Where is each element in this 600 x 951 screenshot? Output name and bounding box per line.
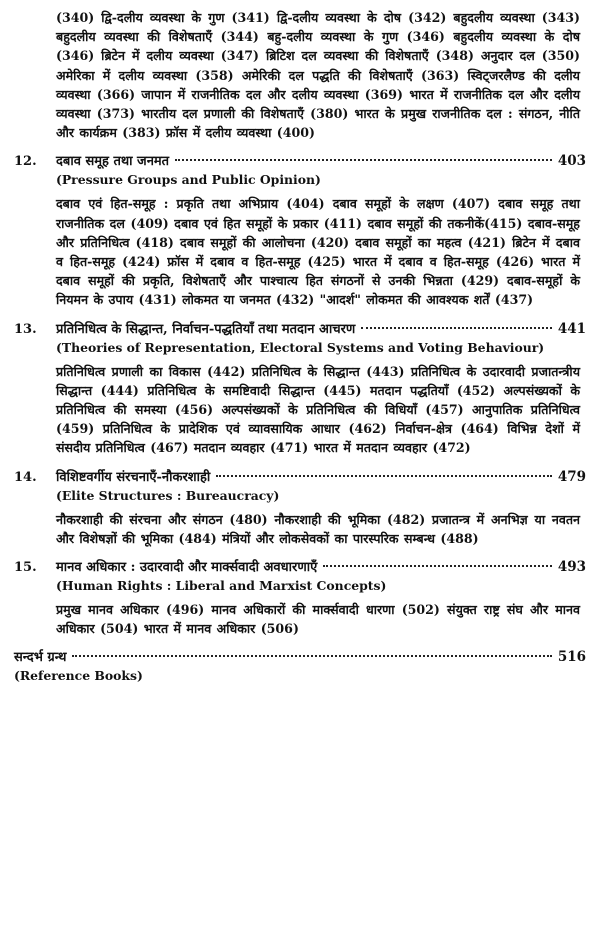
chapter-number: 14. <box>14 469 37 485</box>
references-entry <box>14 648 586 685</box>
chapter-heading <box>14 468 586 487</box>
chapter-subtitle: (Human Rights : Liberal and Marxist Concepts) <box>56 578 387 594</box>
chapter-14 <box>14 468 586 548</box>
intro-paragraph: (340) द्वि-दलीय व्यवस्था के गुण (341) द्वि-दलीय व्यवस्था के दोष (342) बहुदलीय व्यवस्था (343) बहुदलीय व्यवस्था की विशेषताएँ (344) बहु-दलीय व्यवस्था के गुण (346) बहुदलीय व्यवस्था के दोष (346) ब्रिटेन में दलीय व्यवस्था (347) ब्रिटिश दल व्यवस्था की विशेषताएँ (348) अनुदार दल (350) अमेरिका में दलीय व्यवस्था (358) अमेरिकी दल पद्धति की विशेषताएँ (363) स्विट्जरलैण्ड की दलीय व्यवस्था (366) जापान में राजनीतिक दल और दलीय व्यवस्था (369) भारत में राजनीतिक दल और दलीय व्यवस्था (373) भारतीय दल प्रणाली की विशेषताएँ (380) भारत के प्रमुख राजनीतिक दल : संगठन, नीति और कार्यक्रम (383) फ्रॉस में दलीय व्यवस्था (400) <box>56 10 580 141</box>
chapter-contents-paragraph: दबाव एवं हित-समूह : प्रकृति तथा अभिप्राय (404) दबाव समूहों के लक्षण (407) दबाव समूह तथा राजनीतिक दल (409) दबाव एवं हित समूहों के प्रकार (411) दबाव समूहों की तकनीकें(415) दबाव-समूह और प्रतिनिधित्व (418) दबाव समूहों की आलोचना (420) दबाव समूहों का महत्व (421) ब्रिटेन में दबाव व हित-समूह (424) फ्रॉस में दबाव व हित-समूह (425) भारत में दबाव व हित-समूह (426) भारत में दबाव समूहों की प्रकृति, विशेषताएँ और पाश्चात्य हित संगठनों से उनकी भिन्नता (429) दबाव-समूहों के नियमन के उपाय (431) लोकमत या जनमत (432) "आदर्श" लोकमत की आवश्यक शर्तें (437) <box>56 196 580 308</box>
chapter-contents <box>56 510 580 548</box>
intro-section <box>56 8 580 142</box>
chapter-13 <box>14 320 586 458</box>
chapter-number: 13. <box>14 321 37 337</box>
chapter-number: 12. <box>14 154 37 170</box>
chapter-title: विशिष्टवर्गीय संरचनाएँ-नौकरशाही <box>56 469 211 485</box>
chapter-subtitle: (Theories of Representation, Electoral Systems and Voting Behaviour) <box>56 339 545 355</box>
dot-leader <box>216 475 552 477</box>
chapter-heading <box>14 558 586 577</box>
chapter-heading <box>14 320 586 339</box>
references-heading <box>14 648 586 667</box>
chapter-contents-paragraph: प्रतिनिधित्व प्रणाली का विकास (442) प्रतिनिधित्व के सिद्धान्त (443) प्रतिनिधित्व के उदारवादी प्रजातन्त्रीय सिद्धान्त (444) प्रतिनिधित्व के समष्टिवादी सिद्धान्त (445) मतदान पद्धतियाँ (452) अल्पसंख्यकों के प्रतिनिधित्व की समस्या (456) अल्पसंख्यकों के प्रतिनिधित्व की विधियाँ (457) आनुपातिक प्रतिनिधित्व (459) प्रतिनिधित्व के प्रादेशिक एवं व्यावसायिक आधार (462) निर्वाचन-क्षेत्र (464) विभिन्न देशों में संसदीय प्रतिनिधित्व (467) मतदान व्यवहार (471) भारत में मतदान व्यवहार (472) <box>56 363 580 456</box>
chapter-title: दबाव समूह तथा जनमत <box>56 154 170 170</box>
chapter-contents-paragraph: नौकरशाही की संरचना और संगठन (480) नौकरशाही की भूमिका (482) प्रजातन्त्र में अनभिज्ञ या नवतन और विशेषज्ञों की भूमिका (484) मंत्रियों और लोकसेवकों का पारस्परिक सम्बन्ध (488) <box>56 511 580 546</box>
chapter-contents <box>56 194 580 309</box>
chapter-subtitle: (Pressure Groups and Public Opinion) <box>56 172 321 188</box>
chapter-subtitle: (Elite Structures : Bureaucracy) <box>56 487 280 503</box>
references-title: सन्दर्भ ग्रन्थ <box>14 650 67 666</box>
dot-leader <box>72 655 551 657</box>
references-subtitle: (Reference Books) <box>14 668 143 684</box>
chapter-heading <box>14 152 586 171</box>
references-page-number: 516 <box>557 649 586 666</box>
chapter-page-number: 493 <box>557 559 586 576</box>
chapter-title: प्रतिनिधित्व के सिद्धान्त, निर्वाचन-पद्धतियाँ तथा मतदान आचरण <box>56 321 356 337</box>
dot-leader <box>323 565 552 567</box>
chapter-page-number: 479 <box>557 468 586 485</box>
chapter-12 <box>14 152 586 309</box>
chapter-contents <box>56 600 580 638</box>
chapter-page-number: 441 <box>557 320 586 337</box>
dot-leader <box>175 159 552 161</box>
chapter-contents-paragraph: प्रमुख मानव अधिकार (496) मानव अधिकारों की मार्क्सवादी धारणा (502) संयुक्त राष्ट्र संघ और मानव अधिकार (504) भारत में मानव अधिकार (506) <box>56 602 580 637</box>
dot-leader <box>361 327 552 329</box>
chapter-page-number: 403 <box>557 153 586 170</box>
chapter-title: मानव अधिकार : उदारवादी और मार्क्सवादी अवधारणाएँ <box>56 560 318 576</box>
chapter-number: 15. <box>14 560 37 576</box>
chapter-contents <box>56 362 580 458</box>
chapter-15 <box>14 558 586 638</box>
